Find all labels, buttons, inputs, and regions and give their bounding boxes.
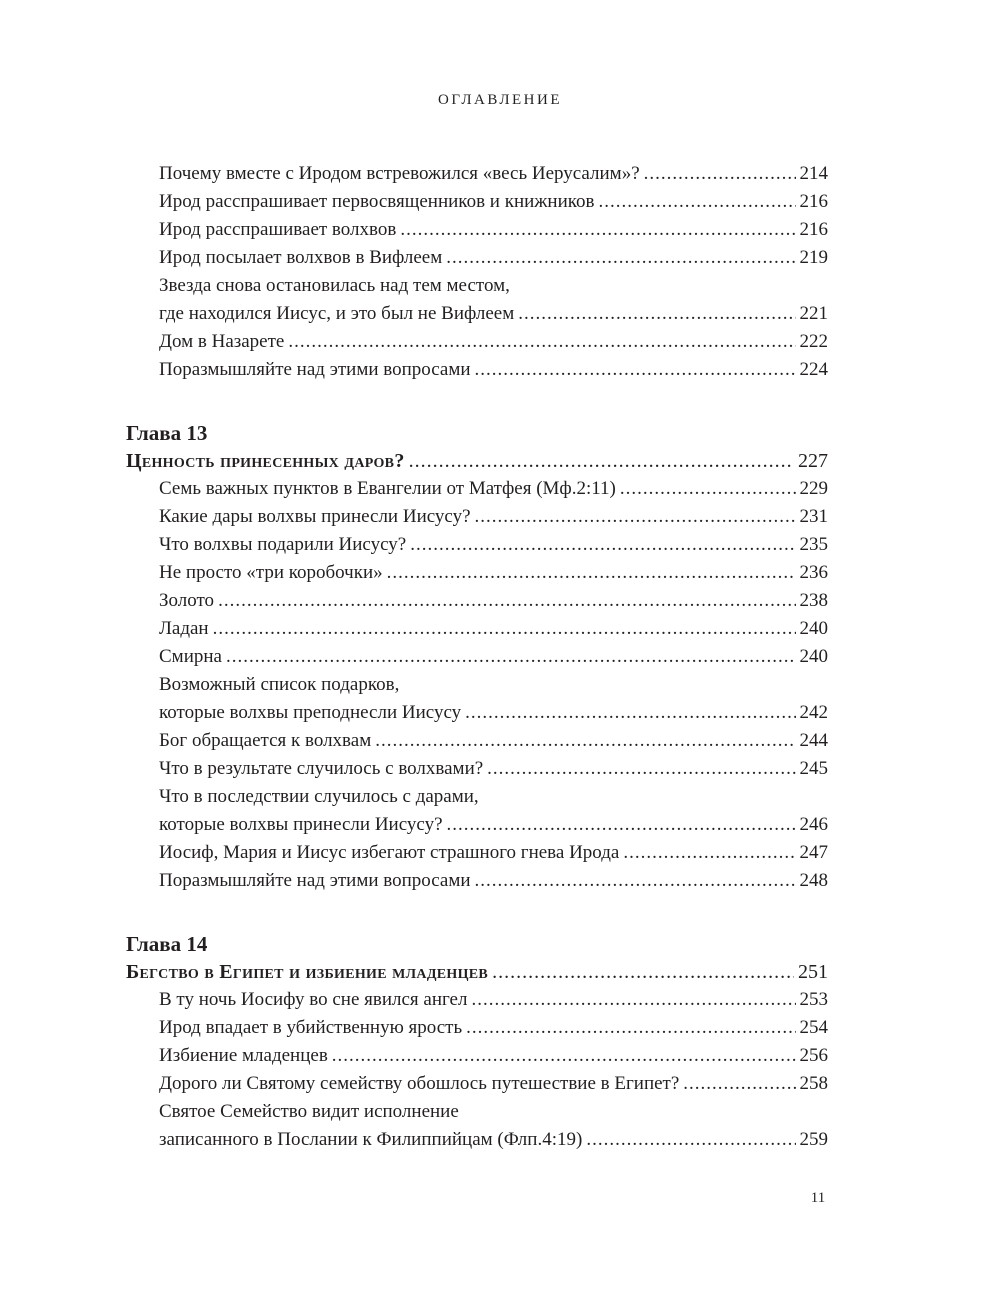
toc-entry-title: Золото — [159, 590, 215, 611]
toc-entry-page: 253 — [799, 989, 828, 1010]
dot-leader — [518, 300, 795, 328]
toc-entry[interactable] — [126, 300, 828, 328]
toc-entry-title: Поразмышляйте над этими вопросами — [159, 359, 471, 380]
toc-entry-title: Дорого ли Святому семейству обошлось путешествие в Египет? — [159, 1073, 680, 1094]
continued-section — [126, 160, 828, 384]
toc-entry-page: 216 — [799, 219, 828, 240]
toc-entry-line1[interactable]: Возможный список подарков, — [159, 674, 400, 695]
dot-leader — [218, 587, 795, 615]
chapter-title-text: Бегство в Египет и избиение младенцев — [126, 961, 489, 983]
toc-entry-title: Что волхвы подарили Иисусу? — [159, 534, 407, 555]
toc-entry[interactable] — [126, 559, 828, 587]
dot-leader — [475, 867, 796, 895]
toc-entry-title: Семь важных пунктов в Евангелии от Матфея (Мф.2:11) — [159, 478, 616, 499]
toc-entry[interactable] — [126, 216, 828, 244]
toc-entry-title: Какие дары волхвы принесли Иисусу? — [159, 506, 471, 527]
dot-leader — [447, 811, 796, 839]
chapter-page: 251 — [798, 961, 828, 983]
dot-leader — [492, 958, 794, 986]
toc-entry-page: 224 — [799, 359, 828, 380]
toc-entry-title: где находился Иисус, и это был не Вифлеем — [159, 303, 515, 324]
dot-leader — [623, 839, 795, 867]
toc-entry[interactable] — [126, 188, 828, 216]
toc-entry-title: Почему вместе с Иродом встревожился «весь Иерусалим»? — [159, 163, 640, 184]
chapter-title-text: Ценность принесенных даров? — [126, 450, 405, 472]
toc-entry-page: 244 — [799, 730, 828, 751]
toc-entry-page: 254 — [799, 1017, 828, 1038]
toc-entry[interactable] — [126, 503, 828, 531]
toc-entry-page: 235 — [799, 534, 828, 555]
toc-entry-title: Ирод расспрашивает первосвященников и книжников — [159, 191, 595, 212]
toc-entry[interactable] — [126, 811, 828, 839]
toc-entry[interactable] — [126, 615, 828, 643]
toc-entry-title: Не просто «три коробочки» — [159, 562, 383, 583]
dot-leader — [586, 1126, 795, 1154]
dot-leader — [410, 531, 795, 559]
toc-entry-page: 247 — [799, 842, 828, 863]
toc-entry-line1[interactable]: Звезда снова остановилась над тем местом, — [159, 275, 510, 296]
toc-entry-title: Поразмышляйте над этими вопросами — [159, 870, 471, 891]
toc-entry-page: 245 — [799, 758, 828, 779]
chapter-title[interactable] — [126, 958, 828, 986]
toc-entry-page: 214 — [799, 163, 828, 184]
toc-entry-page: 222 — [799, 331, 828, 352]
chapter-label: Глава 14 — [126, 932, 208, 956]
toc-entry-page: 238 — [799, 590, 828, 611]
toc-entry-title: записанного в Послании к Филиппийцам (Флп.4:19) — [159, 1129, 583, 1150]
toc-entry[interactable] — [126, 328, 828, 356]
toc-entry-title: Бог обращается к волхвам — [159, 730, 372, 751]
toc-entry[interactable] — [126, 1070, 828, 1098]
toc-entry[interactable] — [126, 1042, 828, 1070]
dot-leader — [475, 356, 796, 384]
dot-leader — [471, 986, 795, 1014]
dot-leader — [465, 699, 795, 727]
toc-entry[interactable] — [126, 1126, 828, 1154]
toc-entry[interactable] — [126, 1014, 828, 1042]
toc-entry-page: 236 — [799, 562, 828, 583]
toc-entry-page: 216 — [799, 191, 828, 212]
toc-entry-title: Избиение младенцев — [159, 1045, 328, 1066]
toc-entry[interactable] — [126, 643, 828, 671]
dot-leader — [644, 160, 796, 188]
toc-entry[interactable] — [126, 475, 828, 503]
dot-leader — [487, 755, 795, 783]
toc-entry[interactable] — [126, 587, 828, 615]
toc-entry-page: 229 — [799, 478, 828, 499]
table-of-contents — [126, 160, 828, 1154]
toc-entry-title: которые волхвы принесли Иисусу? — [159, 814, 443, 835]
toc-entry-page: 242 — [799, 702, 828, 723]
toc-entry-title: Что в результате случилось с волхвами? — [159, 758, 484, 779]
toc-entry-title: Ладан — [159, 618, 209, 639]
toc-entry[interactable] — [126, 699, 828, 727]
dot-leader — [375, 727, 795, 755]
toc-entry-line1[interactable]: Что в последствии случилось с дарами, — [159, 786, 479, 807]
toc-entry-title: которые волхвы преподнесли Иисусу — [159, 702, 462, 723]
toc-entry[interactable] — [126, 244, 828, 272]
toc-entry[interactable] — [126, 839, 828, 867]
toc-entry-title: В ту ночь Иосифу во сне явился ангел — [159, 989, 468, 1010]
dot-leader — [332, 1042, 796, 1070]
dot-leader — [288, 328, 795, 356]
toc-entry[interactable] — [126, 727, 828, 755]
toc-entry-line1[interactable]: Святое Семейство видит исполнение — [159, 1101, 459, 1122]
toc-entry-page: 240 — [799, 618, 828, 639]
dot-leader — [400, 216, 795, 244]
toc-entry-page: 248 — [799, 870, 828, 891]
toc-entry-page: 246 — [799, 814, 828, 835]
toc-entry[interactable] — [126, 867, 828, 895]
running-header: ОГЛАВЛЕНИЕ — [438, 92, 562, 108]
dot-leader — [683, 1070, 795, 1098]
toc-entry[interactable] — [126, 986, 828, 1014]
dot-leader — [409, 447, 794, 475]
toc-entry-title: Иосиф, Мария и Иисус избегают страшного гнева Ирода — [159, 842, 620, 863]
dot-leader — [387, 559, 796, 587]
chapter-14-section — [126, 930, 828, 1154]
toc-entry[interactable] — [126, 755, 828, 783]
page-number: 11 — [810, 1190, 826, 1206]
toc-entry-page: 221 — [799, 303, 828, 324]
toc-entry[interactable] — [126, 531, 828, 559]
chapter-label: Глава 13 — [126, 421, 208, 445]
toc-entry-page: 259 — [799, 1129, 828, 1150]
toc-entry[interactable] — [126, 356, 828, 384]
dot-leader — [598, 188, 795, 216]
dot-leader — [213, 615, 796, 643]
dot-leader — [466, 1014, 795, 1042]
toc-entry-page: 219 — [799, 247, 828, 268]
toc-entry-title: Дом в Назарете — [159, 331, 285, 352]
toc-entry-page: 258 — [799, 1073, 828, 1094]
toc-entry-title: Ирод впадает в убийственную ярость — [159, 1017, 463, 1038]
toc-entry-title: Ирод расспрашивает волхвов — [159, 219, 397, 240]
dot-leader — [226, 643, 796, 671]
chapter-title[interactable] — [126, 447, 828, 475]
toc-entry-page: 240 — [799, 646, 828, 667]
dot-leader — [475, 503, 796, 531]
toc-entry-title: Ирод посылает волхвов в Вифлеем — [159, 247, 443, 268]
toc-entry-page: 256 — [799, 1045, 828, 1066]
toc-entry[interactable] — [126, 160, 828, 188]
toc-entry-title: Смирна — [159, 646, 222, 667]
chapter-page: 227 — [798, 450, 828, 472]
dot-leader — [446, 244, 795, 272]
chapter-13-section — [126, 419, 828, 895]
toc-entry-page: 231 — [799, 506, 828, 527]
dot-leader — [620, 475, 796, 503]
